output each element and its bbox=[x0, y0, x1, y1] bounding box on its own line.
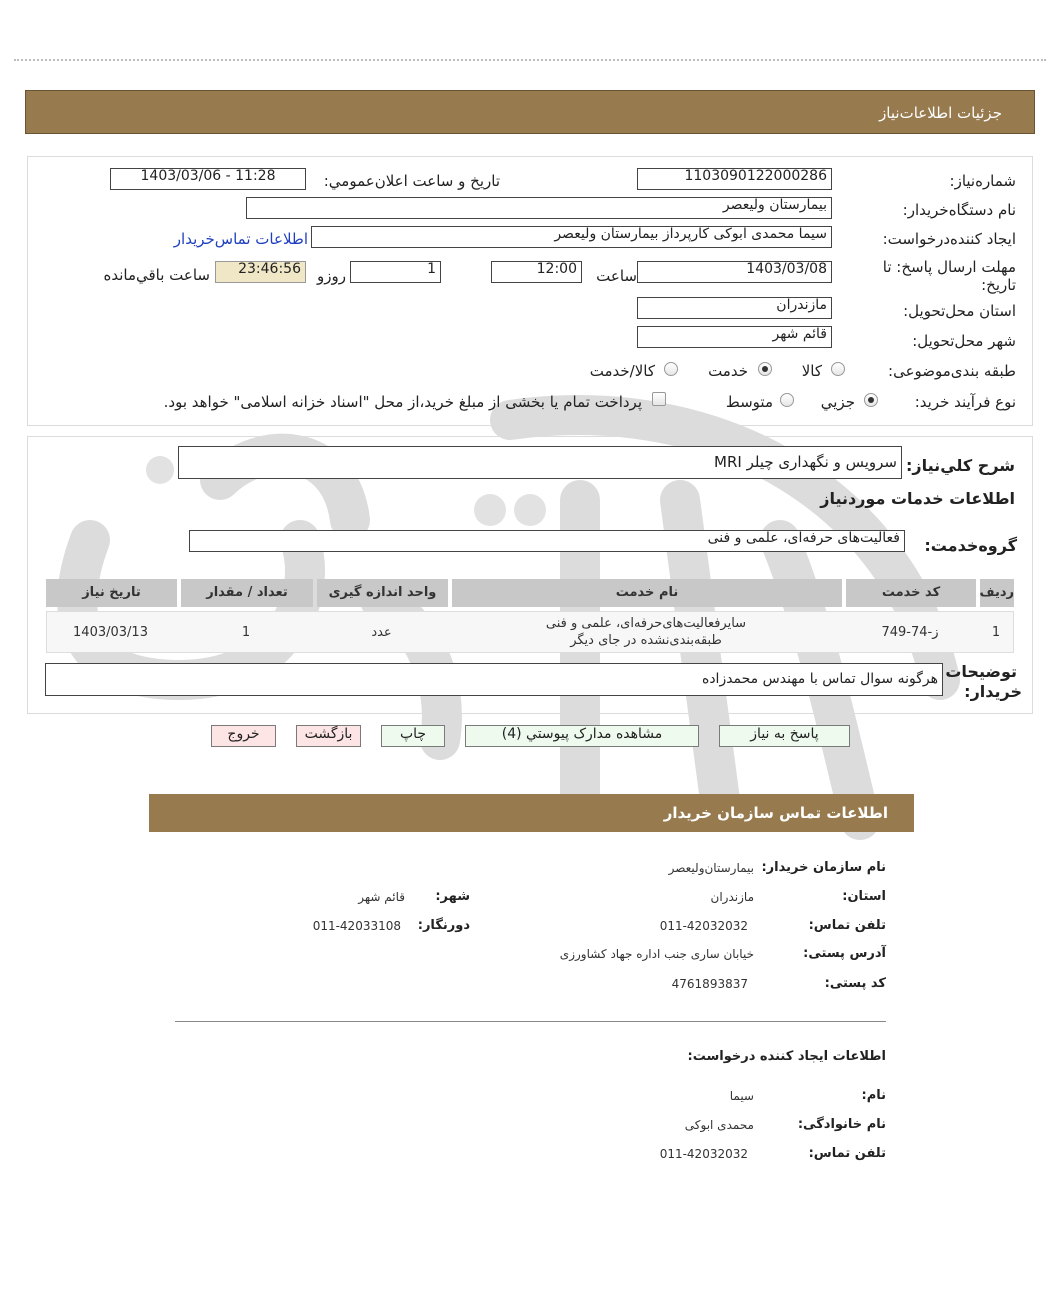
days-field[interactable]: 1 bbox=[350, 261, 441, 283]
purchase-option-minor: جزيي bbox=[820, 393, 855, 411]
contact-org-value: بیمارستان‌ولیعصر bbox=[668, 861, 754, 875]
buyer-notes-field[interactable]: هرگونه سوال تماس با مهندس محمدزاده bbox=[45, 663, 943, 696]
announce-label: تاريخ و ساعت اعلان‌عمومي: bbox=[323, 172, 500, 190]
contact-section-header bbox=[149, 794, 914, 832]
attachments-button[interactable]: مشاهده مدارک پيوستي (4) bbox=[465, 725, 699, 747]
deadline-label-date: تاريخ: bbox=[981, 276, 1016, 294]
contact-section-title: اطلاعات تماس سازمان خریدار bbox=[663, 804, 888, 822]
deadline-date-field[interactable]: 1403/03/08 bbox=[637, 261, 832, 283]
category-option-goods: کالا bbox=[801, 362, 822, 380]
col-header-qty: تعداد / مقدار bbox=[181, 579, 313, 607]
contact-org-label: نام سازمان خریدار: bbox=[761, 860, 886, 875]
creator-phone-value: 011-42032032 bbox=[659, 1147, 748, 1161]
remaining-time-field: 23:46:56 bbox=[215, 261, 306, 283]
buyer-contact-link[interactable]: اطلاعات تماس‌خريدار bbox=[173, 230, 308, 248]
creator-info-title: اطلاعات ایجاد کننده درخواست: bbox=[687, 1049, 886, 1064]
creator-family-value: محمدی ابوکی bbox=[684, 1118, 754, 1132]
contact-divider bbox=[175, 1021, 886, 1022]
deadline-time-label: ساعت bbox=[596, 267, 637, 285]
col-header-name: نام خدمت bbox=[452, 579, 842, 607]
need-number-field[interactable]: 1103090122000286 bbox=[637, 168, 832, 190]
creator-field[interactable]: سیما محمدی ابوکی کارپرداز بیمارستان ولیعصر bbox=[311, 226, 832, 248]
print-button[interactable]: چاپ bbox=[381, 725, 445, 747]
cell-name-line1: سایرفعالیت‌های‌حرفه‌ای، علمی و فنی bbox=[545, 616, 747, 631]
category-option-goods-service: کالا/خدمت bbox=[589, 362, 655, 380]
cell-name-line2: طبقه‌بندی‌نشده در جای دیگر bbox=[570, 633, 722, 648]
purchase-option-medium: متوسط bbox=[725, 393, 773, 411]
need-summary-field[interactable]: سرویس و نگهداری چیلر MRI bbox=[178, 446, 902, 479]
need-number-label: شماره‌نیاز: bbox=[949, 172, 1016, 190]
col-header-unit: واحد اندازه گیری bbox=[317, 579, 448, 607]
category-radio-service[interactable] bbox=[758, 362, 772, 376]
service-group-field[interactable]: فعالیت‌های حرفه‌ای، علمی و فنی bbox=[189, 530, 905, 552]
contact-city-label: شهر: bbox=[435, 889, 470, 904]
contact-postal-label: کد پستی: bbox=[824, 976, 886, 991]
creator-name-value: سیما bbox=[729, 1089, 754, 1103]
purchase-radio-medium[interactable] bbox=[780, 393, 794, 407]
need-summary-label: شرح كلي‌نياز: bbox=[906, 456, 1015, 475]
cell-date: 1403/03/13 bbox=[73, 625, 148, 640]
buyer-notes-label-2: خريدار: bbox=[964, 682, 1022, 701]
cell-code: ز-74-749 bbox=[881, 625, 939, 640]
purchase-type-label: نوع فرآیند خرید: bbox=[914, 393, 1016, 411]
top-divider bbox=[14, 59, 1046, 61]
city-label: شهر محل‌تحويل: bbox=[912, 332, 1016, 350]
table-row bbox=[46, 611, 1014, 653]
buyer-notes-label: توضيحات bbox=[945, 662, 1017, 681]
treasury-payment-checkbox[interactable] bbox=[652, 392, 666, 406]
contact-city-value: قائم شهر bbox=[358, 890, 405, 904]
contact-phone-label: تلفن تماس: bbox=[808, 918, 886, 933]
page-title: جزئیات اطلاعات‌نیاز bbox=[879, 104, 1002, 122]
category-option-service: خدمت bbox=[708, 362, 748, 380]
province-field[interactable]: مازندران bbox=[637, 297, 832, 319]
days-label: روزو bbox=[317, 267, 346, 285]
page-header bbox=[25, 90, 1035, 134]
contact-fax-label: دورنگار: bbox=[417, 918, 470, 933]
category-label: طبقه بندی‌موضوعی: bbox=[888, 362, 1016, 380]
remaining-label: ساعت باقي‌مانده bbox=[103, 266, 210, 284]
creator-label: ايجاد كننده‌درخواست: bbox=[882, 230, 1016, 248]
contact-province-value: مازندران bbox=[710, 890, 754, 904]
exit-button[interactable]: خروج bbox=[211, 725, 276, 747]
cell-qty: 1 bbox=[241, 625, 251, 640]
contact-province-label: استان: bbox=[842, 889, 886, 904]
cell-unit: عدد bbox=[371, 625, 392, 640]
col-header-date: تاريخ نياز bbox=[46, 579, 177, 607]
service-group-label: گروه‌خدمت: bbox=[924, 536, 1017, 555]
deadline-label: مهلت ارسال پاسخ: تا bbox=[882, 258, 1016, 276]
col-header-code: کد خدمت bbox=[846, 579, 976, 607]
col-header-row-index: رديف bbox=[980, 579, 1014, 607]
cell-row-index: 1 bbox=[991, 625, 1001, 640]
buyer-org-label: نام دستگاه‌خريدار: bbox=[902, 201, 1016, 219]
creator-name-label: نام: bbox=[861, 1088, 886, 1103]
contact-phone-value: 011-42032032 bbox=[659, 919, 748, 933]
contact-address-label: آدرس پستی: bbox=[803, 946, 886, 961]
contact-postal-value: 4761893837 bbox=[671, 977, 748, 991]
creator-family-label: نام خانوادگی: bbox=[797, 1117, 886, 1132]
services-title: اطلاعات خدمات موردنياز bbox=[820, 489, 1015, 508]
reply-button[interactable]: پاسخ به نياز bbox=[719, 725, 850, 747]
back-button[interactable]: بازگشت bbox=[296, 725, 361, 747]
category-radio-goods[interactable] bbox=[831, 362, 845, 376]
purchase-radio-minor[interactable] bbox=[864, 393, 878, 407]
contact-fax-value: 011-42033108 bbox=[312, 919, 401, 933]
treasury-payment-note: پرداخت تمام یا بخشی از مبلغ خرید،از محل "اسناد خزانه اسلامی" خواهد بود. bbox=[163, 393, 642, 411]
deadline-time-field[interactable]: 12:00 bbox=[491, 261, 582, 283]
announce-field[interactable]: 1403/03/06 - 11:28 bbox=[110, 168, 306, 190]
contact-address-value: خیابان ساری جنب اداره جهاد کشاورزی bbox=[559, 947, 754, 961]
buyer-org-field[interactable]: بيمارستان وليعصر bbox=[246, 197, 832, 219]
creator-phone-label: تلفن تماس: bbox=[808, 1146, 886, 1161]
province-label: استان محل‌تحويل: bbox=[903, 302, 1016, 320]
category-radio-goods-service[interactable] bbox=[664, 362, 678, 376]
city-field[interactable]: قائم شهر bbox=[637, 326, 832, 348]
